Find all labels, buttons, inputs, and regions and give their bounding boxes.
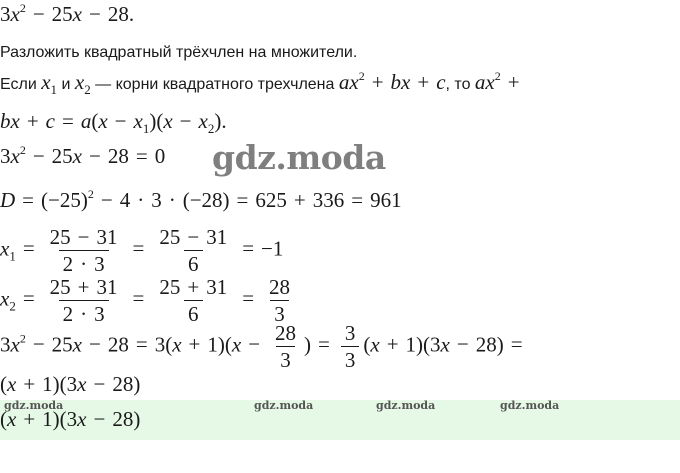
factorization-result: (x + 1)(3x − 28) xyxy=(0,372,141,396)
answer-text: (x + 1)(3x − 28) xyxy=(0,407,141,431)
discriminant-line: $D = (-25)^2 - 4 \cdot 3 \cdot (-28) = 625 + 336 = 961$ xyxy=(0,187,402,212)
root-x1-line: $x_1$ = $\frac{25 - 31}{2 \cdot 3}$ = $\frac{25 - 31}{6}$ = −1 xyxy=(0,225,284,276)
watermark-small: gdz.moda xyxy=(4,399,64,412)
watermark-small: gdz.moda xyxy=(500,399,560,412)
watermark-small: gdz.moda xyxy=(254,399,314,412)
factorization-line: $3x^2 - 25x - 28 = 3(x + 1)(x$ − $\frac{28}{3}$ ) = $\frac{3}{3}$ (x + 1)(3x − 28) = xyxy=(0,321,523,372)
watermark-small: gdz.moda xyxy=(376,399,436,412)
root-x2-line: $x_2$ = $\frac{25 + 31}{2 \cdot 3}$ = $\frac{25 + 31}{6}$ = $\frac{28}{3}$ xyxy=(0,275,291,326)
task-statement: Разложить квадратный трёхчлен на множители. xyxy=(0,44,358,61)
theory-line-1: Если $x_1$ и $x_2$ — корни квадратного трехчлена $ax^2$ + bx + c, то $ax^2$ + xyxy=(0,69,520,97)
equation-line: $3x^2 - 25x - 28 = 0$ xyxy=(0,143,166,168)
theory-line-2: bx + $c = a(x - x_1)(x - x_2)$. xyxy=(0,109,227,136)
watermark-large: gdz.moda xyxy=(212,138,386,177)
problem-expression: $3x^2 - 25x - 28$. xyxy=(0,1,135,26)
